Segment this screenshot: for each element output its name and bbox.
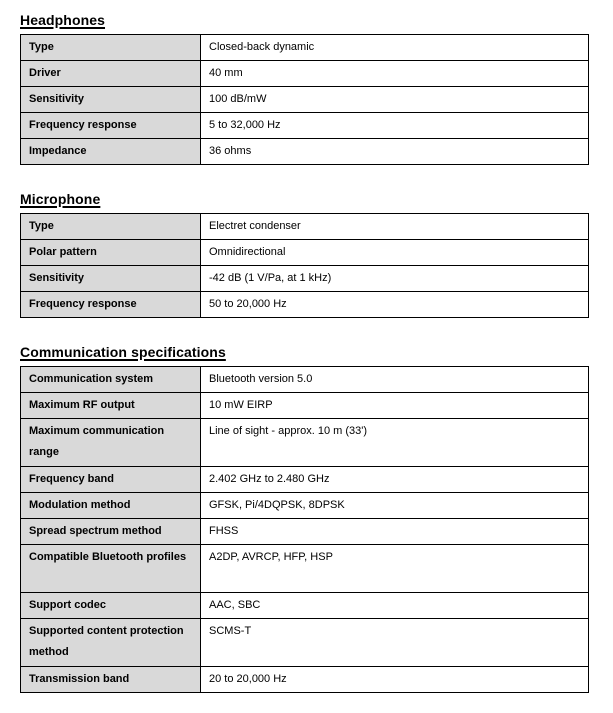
spec-label-cell: Supported content protection method [21,619,201,667]
headphones-table [20,34,589,165]
spec-value-cell: SCMS-T [201,619,589,667]
table-row [21,292,589,318]
table-row [21,467,589,493]
table-row [21,214,589,240]
spec-label-cell: Compatible Bluetooth profiles [21,545,201,593]
spec-label-cell: Communication system [21,367,201,393]
spec-value-cell: 20 to 20,000 Hz [201,667,589,693]
table-row [21,240,589,266]
section-communication-specifications [20,344,588,693]
spec-label-cell: Impedance [21,139,201,165]
spec-value-cell: Omnidirectional [201,240,589,266]
spec-label-cell: Polar pattern [21,240,201,266]
spec-value-cell: 10 mW EIRP [201,393,589,419]
microphone-table [20,213,589,318]
spec-label-cell: Frequency response [21,113,201,139]
table-row [21,35,589,61]
table-row [21,266,589,292]
table-row [21,493,589,519]
spec-value-cell: -42 dB (1 V/Pa, at 1 kHz) [201,266,589,292]
spec-label-cell: Sensitivity [21,87,201,113]
table-row [21,667,589,693]
spec-label-cell: Support codec [21,593,201,619]
table-row [21,139,589,165]
spec-value-cell: FHSS [201,519,589,545]
spec-label-cell: Frequency band [21,467,201,493]
spec-label-cell: Maximum RF output [21,393,201,419]
spec-value-cell: 5 to 32,000 Hz [201,113,589,139]
spec-value-cell: AAC, SBC [201,593,589,619]
spec-value-cell: 36 ohms [201,139,589,165]
section-title-headphones: Headphones [20,12,106,28]
table-row [21,367,589,393]
spec-value-cell: 2.402 GHz to 2.480 GHz [201,467,589,493]
table-row [21,419,589,467]
table-row [21,87,589,113]
table-row [21,545,589,593]
spec-label-cell: Sensitivity [21,266,201,292]
table-row [21,519,589,545]
spec-value-cell: Closed-back dynamic [201,35,589,61]
spec-label-cell: Modulation method [21,493,201,519]
spec-label-cell: Transmission band [21,667,201,693]
section-microphone [20,191,588,318]
table-row [21,113,589,139]
spec-value-cell: 100 dB/mW [201,87,589,113]
spec-label-cell: Maximum communication range [21,419,201,467]
spec-label-cell: Driver [21,61,201,87]
spec-value-cell: A2DP, AVRCP, HFP, HSP [201,545,589,593]
spec-value-cell: 50 to 20,000 Hz [201,292,589,318]
spec-value-cell: Line of sight - approx. 10 m (33') [201,419,589,467]
communication-specifications-table [20,366,589,693]
spec-value-cell: 40 mm [201,61,589,87]
table-row [21,593,589,619]
table-row [21,393,589,419]
section-headphones [20,12,588,165]
section-title-microphone: Microphone [20,191,101,207]
spec-value-cell: Bluetooth version 5.0 [201,367,589,393]
spec-label-cell: Type [21,214,201,240]
spec-value-cell: Electret condenser [201,214,589,240]
spec-label-cell: Spread spectrum method [21,519,201,545]
spec-label-cell: Type [21,35,201,61]
spec-label-cell: Frequency response [21,292,201,318]
spec-value-cell: GFSK, Pi/4DQPSK, 8DPSK [201,493,589,519]
section-title-communication-specifications: Communication specifications [20,344,226,360]
table-row [21,619,589,667]
table-row [21,61,589,87]
